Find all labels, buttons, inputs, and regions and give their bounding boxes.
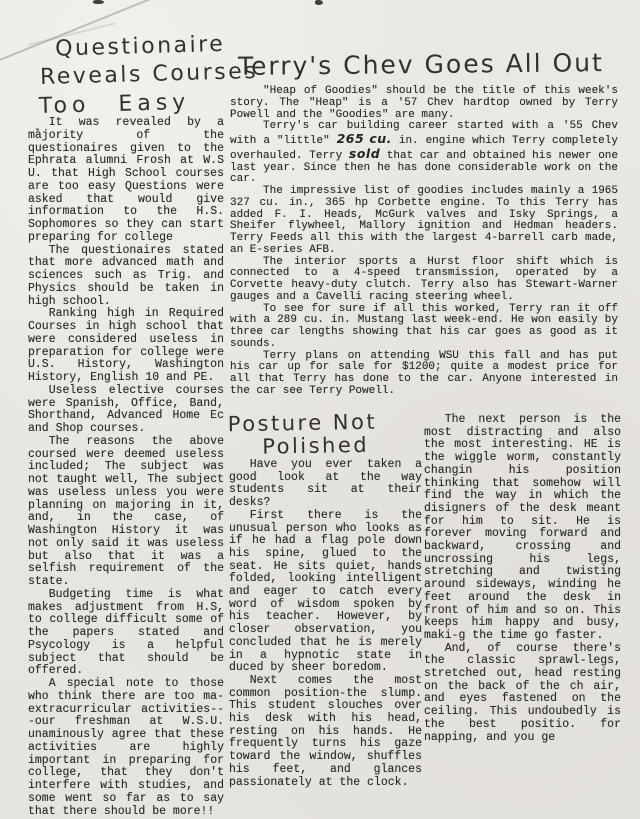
scan-speck	[315, 0, 323, 5]
paragraph: To see for sure if all this worked, Terry ran it off with a 289 cu. in. Mustang last week-end. He won easily by three car lengths showing that his car goes as good as it sounds.	[230, 302, 618, 350]
paragraph: First there is the unusual person who looks as if he had a flag pole down his spine, glued to the seat. He sits quiet, hands folded, looking intelligent and eager to catch every word of wisdom spoken by his teacher. However, by closer observation, you concluded that he is merely in a hypnotic state in duced by sheer boredom.	[229, 508, 422, 675]
questionnaire-article-title	[37, 31, 259, 120]
paragraph: The reasons the above coursed were deemed useless included; The subject was not taught well, The subject was useless unless you were planning on majoring in it, and, in the case, of Washington History it was not only said it was useless but also that it was a selfish requirement of the state.	[28, 434, 224, 588]
paragraph: It was revealed by a majority of the questionaires given to the Ephrata alumni Frosh at W.S U. that High School courses are too easy Questions were asked that would give information to the H.S. Sophomores so they can start preparing for college	[28, 116, 224, 244]
paragraph: Have you ever taken a good look at the way students sit at their desks?	[229, 458, 422, 510]
paragraph: A special note to those who think there are too ma- extracurricular activities---our freshman at W.S.U. unaminously agree that these activities are highly important in preparing for college, that they don't interfere with studies, and some went so far as to say that there should be more!!	[28, 677, 224, 818]
posture-article-column-2	[424, 414, 621, 744]
paragraph: Budgeting time is what makes adjustment from H.S, to college difficult some of the papers stated and Psycology is a helpful subject that should be offered.	[28, 587, 224, 678]
scan-speck	[93, 0, 104, 4]
handwritten-correction: sold	[348, 145, 381, 161]
paragraph: Useless elective courses were Spanish, Office, Band, Shorthand, Advanced Home Ec and Shop courses.	[28, 383, 224, 435]
paragraph: Next comes the most common position-the slump. This student slouches over his desk with his head, resting on his hands. He frequently turns his gaze toward the window, shuffles his feet, and glances passionately at the clock.	[229, 673, 422, 789]
paragraph: Terry plans on attending WSU this fall and has put his car up for sale for $1200; quite a modest price for all that Terry has done to the car. Anyone interested in the car see Terry Powell.	[230, 349, 618, 397]
paragraph: The questionaires stated that more advanced math and sciences such as Trig. and Physics should be taken in high school.	[28, 243, 224, 308]
paragraph: The impressive list of goodies includes mainly a 1965 327 cu. in., 365 hp Corbette engine. To this Terry has added F. I. Heads, McGurk valves and Isky Springs, a Sheifer flywheel, Mallory ignition and Hedman headers. Terry Feeds all this with the largest 4-barrell carb made, an E-series AFB.	[230, 185, 618, 256]
paragraph: And, of course there's the classic sprawl-legs, stretched out, head resting on the back of the ch air, and eyes fastened on the ceiling. This undoubedly is the best positio. for napping, and you ge	[424, 641, 621, 744]
typed-text: that car and obtained his newer one last year. Since then he has done considerable work on the car.	[230, 149, 619, 186]
posture-article-title	[228, 411, 378, 460]
typed-text: Terry's car building career started with a '55 Chev with a "little"	[230, 120, 618, 147]
title-line: Polished	[261, 432, 370, 459]
typed-text: in. engine which Terry completely overhauled. Terry	[230, 135, 618, 162]
title-line: Too Easy	[38, 89, 191, 120]
paragraph	[230, 121, 618, 186]
posture-article-column-1	[229, 459, 422, 789]
title-line: Reveals Courses	[39, 58, 259, 91]
terry-article-body	[230, 86, 618, 398]
handwritten-correction: 265 cu.	[336, 131, 392, 146]
paragraph: The next person is the most distracting and also the most interesting. HE is the wiggle worm, constantly changin his position thinking that somehow will find the way in which the disigners of the desk meant for him to sit. He is forever moving forward and backward, crossing and uncrossing his legs, stretching and twisting around sideways, winding he feet around the desk in front of him and so on. This keeps him happy and busy, maki-g the time go faster.	[424, 413, 621, 642]
paragraph: The interior sports a Hurst floor shift which is connected to a 4-speed transmission, operated by a Corvette heavy-duty clutch. Terry also has Stewart-Warner gauges and a Cavelli racing steering wheel.	[230, 255, 618, 303]
title-line: Questionaire	[54, 31, 226, 62]
title-line: Posture Not	[227, 409, 378, 437]
terry-article-title: Terry's Chev Goes All Out	[237, 48, 605, 81]
paragraph: "Heap of Goodies" should be the title of this week's story. The "Heap" is a '57 Chev hardtop owned by Terry Powell and the "Goodies" are many.	[230, 85, 618, 121]
paragraph: Ranking high in Required Courses in high school that were considered useless in preparation for college were U.S. History, Washington History, English 10 and PE.	[28, 307, 224, 384]
questionnaire-article-body	[28, 117, 224, 818]
